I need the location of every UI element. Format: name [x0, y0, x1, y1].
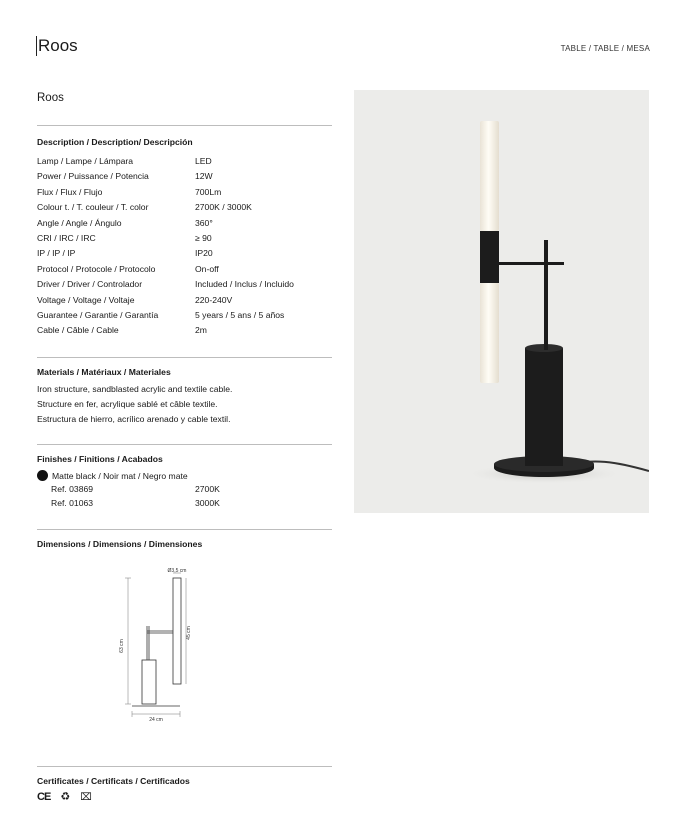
dim-diameter-label: Ø3,5 cm: [167, 568, 187, 574]
spec-row: [37, 169, 337, 184]
spec-value: Included / Inclus / Incluido: [195, 279, 294, 290]
spec-row: [37, 246, 337, 261]
lamp-illustration: [354, 90, 649, 513]
ref-row: [51, 483, 301, 496]
spec-value: ≥ 90: [195, 233, 212, 243]
materials-line: Structure en fer, acrylique sablé et câble textile.: [37, 398, 218, 409]
spec-row: [37, 231, 337, 246]
spec-label: Cable / Câble / Cable: [37, 325, 119, 336]
spec-label: IP / IP / IP: [37, 248, 76, 259]
spec-label: Driver / Driver / Controlador: [37, 279, 143, 290]
dim-height-label: 63 cm: [119, 639, 125, 653]
spec-row: [37, 200, 337, 215]
spec-value: 220-240V: [195, 294, 233, 305]
spec-value: On-off: [195, 263, 219, 274]
spec-value: 700Lm: [195, 186, 222, 197]
category-label: TABLE / TABLE / MESA: [560, 44, 650, 53]
certificates-heading: Certificates / Certificats / Certificados: [37, 776, 190, 786]
dim-tube-label: 45 cm: [186, 626, 192, 640]
spec-value: 5 years / 5 ans / 5 años: [195, 310, 285, 320]
divider: [37, 125, 332, 126]
spec-label: Flux / Flux / Flujo: [37, 186, 103, 197]
product-name: Roos: [37, 92, 64, 104]
dimension-drawing: [110, 562, 210, 722]
spec-value: 12W: [195, 171, 213, 182]
materials-heading: Materials / Matériaux / Materiales: [37, 367, 171, 377]
spec-row: [37, 323, 337, 338]
weee-bin-icon: ⌧: [80, 792, 92, 803]
materials-line: Iron structure, sandblasted acrylic and textile cable.: [37, 384, 233, 394]
ref-row: [51, 497, 301, 510]
spec-label: Guarantee / Garantie / Garantía: [37, 310, 159, 320]
divider: [37, 357, 332, 358]
spec-value: LED: [195, 156, 212, 166]
ref-temp: 3000K: [195, 498, 220, 508]
spec-row: [37, 262, 337, 277]
spec-row: [37, 154, 337, 169]
product-photo: [354, 90, 649, 513]
spec-label: Protocol / Protocole / Protocolo: [37, 263, 156, 274]
dimensions-heading: Dimensions / Dimensions / Dimensiones: [37, 539, 203, 549]
ref-code: Ref. 03869: [51, 484, 94, 494]
page-title: Roos: [38, 36, 78, 55]
spec-label: CRI / IRC / IRC: [37, 233, 96, 243]
recycle-icon: ♻: [60, 791, 71, 803]
spec-value: 360°: [195, 217, 213, 228]
description-heading: Description / Description/ Descripción: [37, 137, 193, 147]
divider: [37, 529, 332, 530]
spec-row: [37, 277, 337, 292]
finish-option: [37, 470, 188, 482]
materials-line: Estructura de hierro, acrílico arenado y cable textil.: [37, 413, 231, 424]
spec-row: [37, 293, 337, 308]
spec-label: Colour t. / T. couleur / T. color: [37, 202, 149, 213]
ref-code: Ref. 01063: [51, 498, 94, 508]
spec-label: Angle / Angle / Ángulo: [37, 217, 122, 228]
spec-label: Voltage / Voltage / Voltaje: [37, 294, 135, 305]
spec-value: IP20: [195, 248, 213, 259]
spec-row: [37, 185, 337, 200]
divider: [37, 766, 332, 767]
spec-row: [37, 308, 337, 323]
finish-name: Matte black / Noir mat / Negro mate: [52, 471, 188, 481]
ref-temp: 2700K: [195, 484, 220, 494]
materials-text: [37, 382, 337, 426]
dim-base-label: 24 cm: [149, 717, 163, 722]
color-swatch-icon: [37, 470, 48, 481]
spec-label: Power / Puissance / Potencia: [37, 171, 149, 182]
spec-row: [37, 216, 337, 231]
finishes-heading: Finishes / Finitions / Acabados: [37, 454, 163, 464]
spec-value: 2m: [195, 325, 207, 336]
ce-mark-icon: CE: [37, 791, 51, 803]
spec-label: Lamp / Lampe / Lámpara: [37, 156, 134, 166]
divider: [37, 444, 332, 445]
spec-value: 2700K / 3000K: [195, 202, 252, 213]
certificate-icons: [37, 790, 99, 803]
